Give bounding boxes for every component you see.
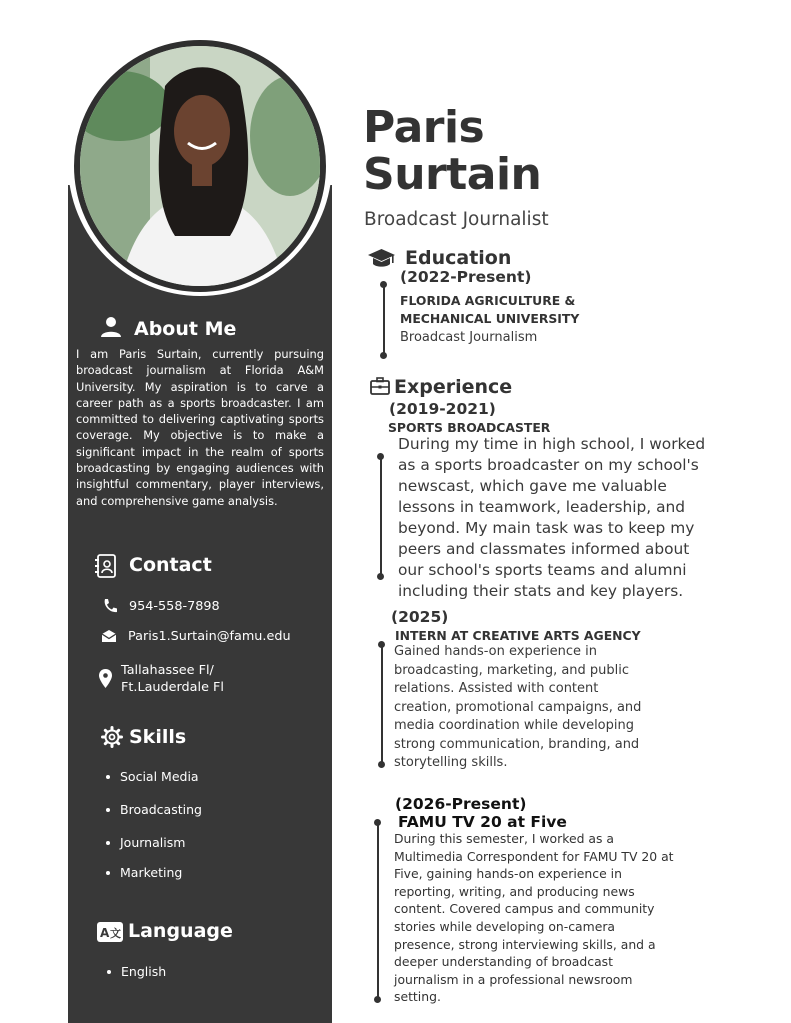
person-name-line2: Surtain xyxy=(363,149,542,200)
graduation-cap-icon xyxy=(368,249,395,269)
person-name-line1: Paris xyxy=(363,102,485,153)
language-item: English xyxy=(107,964,166,979)
education-school xyxy=(400,292,579,328)
skills-heading: Skills xyxy=(129,726,187,748)
experience-heading: Experience xyxy=(394,376,513,398)
skill-item: Social Media xyxy=(106,769,199,784)
experience-description: During my time in high school, I worked as a sports broadcaster on my school's newscast, which gave me valuable lessons in teamwork, leadership, and beyond. My main task was to keep my peers and classmates informed about our school's sports teams and alumni including their stats and key players. xyxy=(398,435,706,600)
profile-photo-image xyxy=(80,46,320,286)
education-period: (2022-Present) xyxy=(400,268,532,286)
timeline-dot xyxy=(374,819,381,826)
skill-item: Marketing xyxy=(106,865,182,880)
education-program: Broadcast Journalism xyxy=(400,330,538,345)
education-timeline-line xyxy=(383,284,385,354)
svg-text:A: A xyxy=(100,926,110,940)
experience-description: Gained hands-on experience in broadcasting, marketing, and public relations. Assisted with content creation, promotional campaigns, and media coordination while developing strong communication, branding, and storytelling skills. xyxy=(394,644,642,770)
about-heading: About Me xyxy=(134,318,237,340)
timeline-dot xyxy=(377,573,384,580)
contact-location-line1: Tallahassee Fl/ xyxy=(121,663,214,678)
experience-role: SPORTS BROADCASTER xyxy=(388,420,551,435)
contact-email[interactable]: Paris1.Surtain@famu.edu xyxy=(128,629,291,644)
timeline-dot xyxy=(380,281,387,288)
contact-location xyxy=(121,662,224,696)
experience-period: (2026-Present) xyxy=(395,795,527,813)
about-text: I am Paris Surtain, currently pursuing broadcast journalism at Florida A&M University. My aspiration is to carve a career path as a sports broadcaster. I am committed to delivering captivating sports coverage. My objective is to make a significant impact in the realm of sports broadcasting by engaging audiences with insightful commentary, player interviews, and comprehensive game analysis. xyxy=(76,347,324,508)
profile-photo xyxy=(74,40,326,292)
experience-timeline-line xyxy=(377,822,379,1000)
experience-description: During this semester, I worked as a Multimedia Correspondent for FAMU TV 20 at Five, gaining hands-on experience in reporting, writing, and producing news content. Covered campus and community stories while developing on-camera presence, strong interviewing skills, and a deeper understanding of broadcast journalism in a professional newsroom setting. xyxy=(394,831,674,1005)
timeline-dot xyxy=(377,453,384,460)
envelope-icon xyxy=(101,629,117,643)
timeline-dot xyxy=(378,761,385,768)
phone-icon xyxy=(102,598,118,614)
timeline-dot xyxy=(380,352,387,359)
contact-phone[interactable]: 954-558-7898 xyxy=(129,599,220,614)
briefcase-icon xyxy=(370,377,390,395)
education-school-line1: FLORIDA AGRICULTURE & xyxy=(400,293,576,308)
education-heading: Education xyxy=(405,247,512,269)
experience-timeline-line xyxy=(380,456,382,576)
experience-role: INTERN AT CREATIVE ARTS AGENCY xyxy=(395,628,641,643)
timeline-dot xyxy=(374,996,381,1003)
experience-role: FAMU TV 20 at Five xyxy=(398,813,567,831)
experience-timeline-line xyxy=(381,644,383,764)
gear-icon xyxy=(101,726,123,748)
svg-text:文: 文 xyxy=(110,927,121,940)
person-name xyxy=(363,104,541,198)
user-icon xyxy=(100,316,122,338)
contact-heading: Contact xyxy=(129,554,212,576)
translate-icon xyxy=(97,922,123,942)
contact-book-icon xyxy=(95,554,117,578)
location-pin-icon xyxy=(99,669,112,689)
education-school-line2: MECHANICAL UNIVERSITY xyxy=(400,311,580,326)
contact-location-line2: Ft.Lauderdale Fl xyxy=(121,680,224,695)
skill-item: Broadcasting xyxy=(106,802,202,817)
experience-period: (2019-2021) xyxy=(389,400,496,418)
experience-period: (2025) xyxy=(391,608,449,626)
language-heading: Language xyxy=(128,920,233,942)
person-title: Broadcast Journalist xyxy=(364,209,549,230)
skill-item: Journalism xyxy=(106,835,185,850)
timeline-dot xyxy=(378,641,385,648)
